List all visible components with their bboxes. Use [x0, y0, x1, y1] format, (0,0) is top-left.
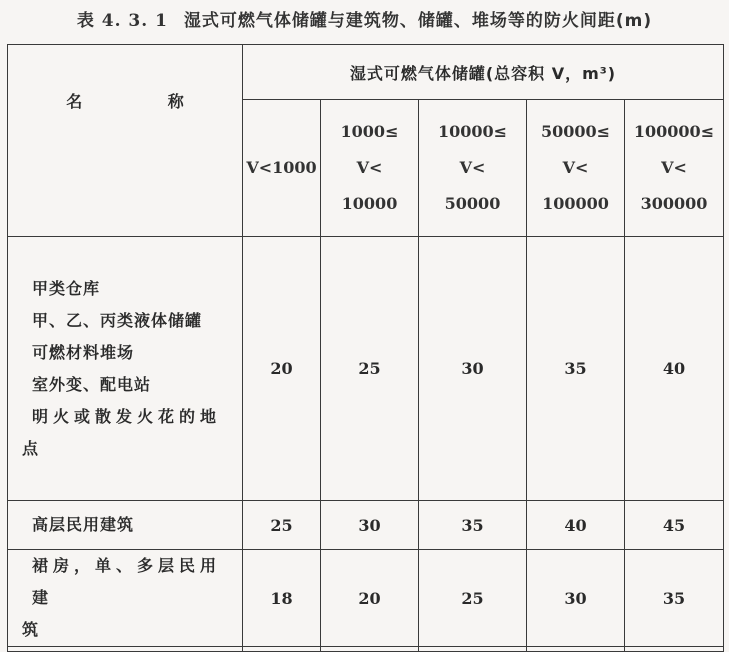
value-cell: 25 [321, 237, 419, 501]
value-cell: 40 [527, 501, 625, 550]
column-header-line: V<1000 [246, 158, 317, 177]
column-header-line: 300000 [640, 194, 708, 213]
cut-cell [321, 647, 419, 652]
column-header-line: V< [661, 158, 687, 177]
column-header-line: 50000≤ [540, 122, 611, 141]
column-header-2 [321, 100, 419, 237]
row-name-line: 可燃材料堆场 [32, 342, 135, 362]
value-cell: 35 [527, 237, 625, 501]
column-header-line: 100000 [542, 194, 609, 213]
column-header-line: 100000≤ [633, 122, 715, 141]
column-header-5 [625, 100, 724, 237]
row-name-cell [8, 501, 243, 550]
column-header-line: V< [356, 158, 383, 177]
row-name-line: 高层民用建筑 [32, 515, 135, 534]
cut-cell [243, 647, 321, 652]
row-name-cell [8, 550, 243, 647]
row-name-line: 点 [22, 438, 40, 458]
group-header-cell [243, 45, 724, 100]
value-cell: 45 [625, 501, 724, 550]
column-header-1 [243, 100, 321, 237]
row-name-line: 甲类仓库 [32, 278, 101, 298]
table-row [8, 501, 724, 550]
table-row [8, 237, 724, 501]
row-name-line: 甲、乙、丙类液体储罐 [32, 310, 203, 330]
column-header-3 [419, 100, 527, 237]
value-cell: 30 [321, 501, 419, 550]
value-cell: 20 [243, 237, 321, 501]
cut-cell [419, 647, 527, 652]
column-header-line: V< [459, 158, 486, 177]
spacing-table [7, 44, 724, 652]
value-cell: 25 [243, 501, 321, 550]
row-name-line: 筑 [22, 620, 40, 639]
column-header-line: 1000≤ [340, 122, 399, 141]
name-header-label: 名 称 [66, 92, 224, 111]
table-title: 湿式可燃气体储罐与建筑物、储罐、堆场等的防火间距(m) [183, 11, 653, 31]
table-row-cut [8, 647, 724, 652]
group-header-label: 湿式可燃气体储罐(总容积 V，m³) [349, 63, 617, 83]
column-header-line: V< [562, 158, 589, 177]
column-header-line: 50000 [444, 194, 501, 213]
value-cell: 30 [419, 237, 527, 501]
row-name-cell [8, 237, 243, 501]
cut-cell [8, 647, 243, 652]
column-header-4 [527, 100, 625, 237]
header-row-group [8, 45, 724, 100]
table-caption [0, 6, 729, 31]
column-header-line: 10000 [341, 194, 398, 213]
value-cell: 20 [321, 550, 419, 647]
value-cell: 35 [625, 550, 724, 647]
column-header-line: 10000≤ [437, 122, 508, 141]
value-cell: 35 [419, 501, 527, 550]
cut-cell [625, 647, 724, 652]
row-name-line: 室外变、配电站 [32, 374, 152, 394]
name-header-cell [8, 45, 243, 237]
value-cell: 25 [419, 550, 527, 647]
value-cell: 30 [527, 550, 625, 647]
table-row [8, 550, 724, 647]
row-name-line: 裙房，单、多层民用建 [32, 556, 222, 607]
table-number: 表 4. 3. 1 [76, 11, 168, 31]
value-cell: 18 [243, 550, 321, 647]
cut-cell [527, 647, 625, 652]
row-name-line: 明火或散发火花的地 [32, 406, 222, 426]
value-cell: 40 [625, 237, 724, 501]
